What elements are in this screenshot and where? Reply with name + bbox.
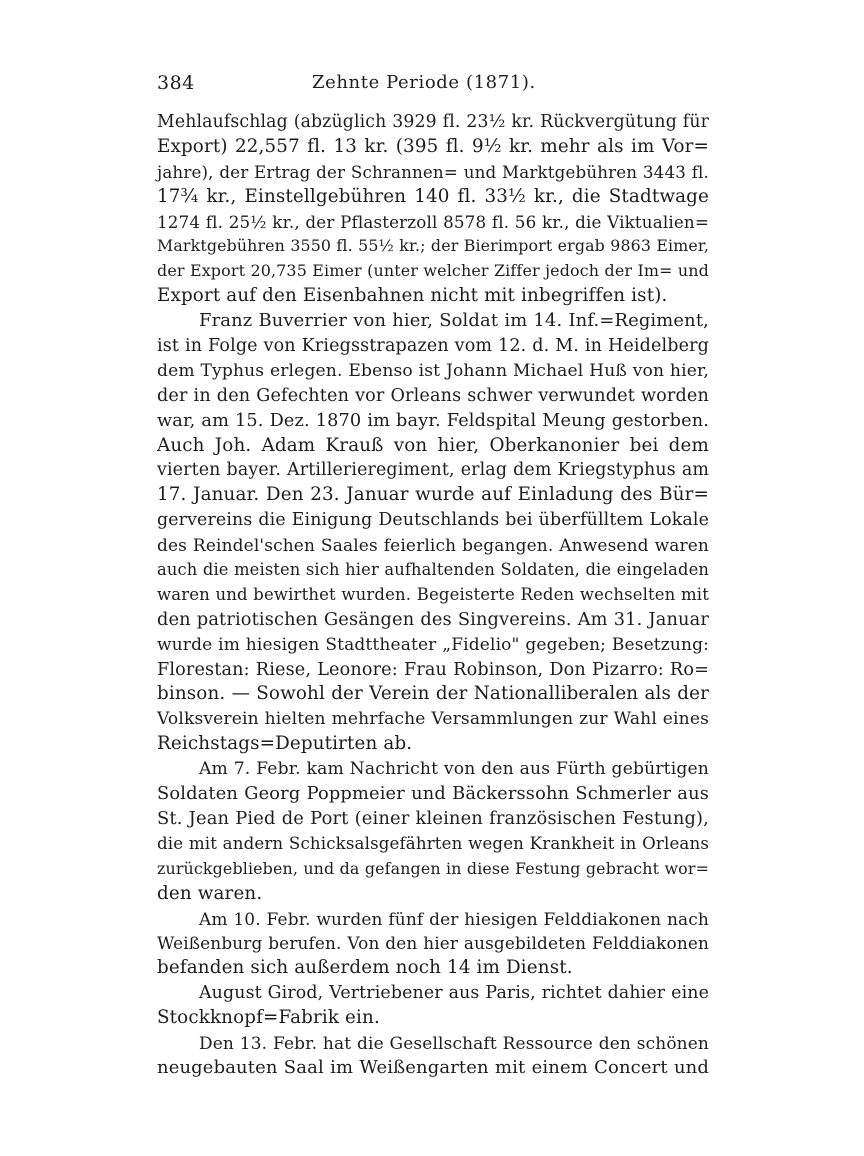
text-line: 1274 fl. 25½ kr., der Pflasterzoll 8578 fl. 56 kr., die Viktualien= <box>157 211 709 232</box>
text-line: 17¾ kr., Einstellgebühren 140 fl. 33½ kr., die Stadtwage <box>157 185 709 207</box>
text-line: St. Jean Pied de Port (einer kleinen französischen Festung), <box>157 807 709 829</box>
text-line: Export) 22,557 fl. 13 kr. (395 fl. 9½ kr. mehr als im Vor= <box>157 135 709 157</box>
page-header <box>157 72 709 102</box>
text-line: binson. — Sowohl der Verein der Nationalliberalen als der <box>157 683 709 705</box>
body-text <box>157 110 709 1081</box>
text-line: der Export 20,735 Eimer (unter welcher Ziffer jedoch der Im= und <box>157 261 709 281</box>
text-line: dem Typhus erlegen. Ebenso ist Johann Michael Huß von hier, <box>157 360 709 381</box>
text-line: 17. Januar. Den 23. Januar wurde auf Einladung des Bür= <box>157 484 709 506</box>
paragraph-start-line: Am 7. Febr. kam Nachricht von den aus Fürth gebürtigen <box>199 759 709 780</box>
text-line: neugebauten Saal im Weißengarten mit einem Concert und <box>157 1056 709 1078</box>
text-line: Volksverein hielten mehrfache Versammlungen zur Wahl eines <box>157 709 709 730</box>
text-line: Florestan: Riese, Leonore: Frau Robinson, Don Pizarro: Ro= <box>157 659 709 680</box>
text-line: Soldaten Georg Poppmeier und Bäckerssohn Schmerler aus <box>157 783 709 805</box>
text-line: waren und bewirthet wurden. Begeisterte Reden wechselten mit <box>157 584 709 604</box>
text-line: ist in Folge von Kriegsstrapazen vom 12. d. M. in Heidelberg <box>157 336 709 357</box>
text-line: Export auf den Eisenbahnen nicht mit inbegriffen ist). <box>157 285 668 307</box>
running-head: Zehnte Periode (1871). <box>312 72 536 93</box>
text-line: Stockknopf=Fabrik ein. <box>157 1007 380 1029</box>
text-line: Weißenburg berufen. Von den hier ausgebildeten Felddiakonen <box>157 933 709 954</box>
text-line: den waren. <box>157 882 263 904</box>
text-line: Mehlaufschlag (abzüglich 3929 fl. 23½ kr. Rückvergütung für <box>157 112 709 132</box>
paragraph-start-line: Franz Buverrier von hier, Soldat im 14. Inf.=Regiment, <box>199 310 709 332</box>
text-line: Reichstags=Deputirten ab. <box>157 733 413 755</box>
page-number: 384 <box>157 72 195 94</box>
text-line: vierten bayer. Artillerieregiment, erlag dem Kriegstyphus am <box>157 460 709 481</box>
paragraph-start-line: Am 10. Febr. wurden fünf der hiesigen Felddiakonen nach <box>199 908 709 929</box>
text-line: die mit andern Schicksalsgefährten wegen Krankheit in Orleans <box>157 833 709 853</box>
text-line: Auch Joh. Adam Krauß von hier, Oberkanonier bei dem <box>157 434 709 456</box>
text-line: wurde im hiesigen Stadttheater „Fidelio" gegeben; Besetzung: <box>157 634 709 655</box>
text-line: war, am 15. Dez. 1870 im bayr. Feldspital Meung gestorben. <box>157 410 709 431</box>
text-line: des Reindel'schen Saales feierlich begangen. Anwesend waren <box>157 535 709 556</box>
text-line: gervereins die Einigung Deutschlands bei überfülltem Lokale <box>157 510 709 531</box>
text-line: befanden sich außerdem noch 14 im Dienst. <box>157 957 573 979</box>
text-line: der in den Gefechten vor Orleans schwer verwundet worden <box>157 385 709 406</box>
text-line: auch die meisten sich hier aufhaltenden Soldaten, die eingeladen <box>157 560 709 580</box>
text-line: jahre), der Ertrag der Schrannen= und Marktgebühren 3443 fl. <box>157 161 709 182</box>
paragraph-start-line: Den 13. Febr. hat die Gesellschaft Ressource den schönen <box>199 1032 709 1053</box>
paragraph-start-line: August Girod, Vertriebener aus Paris, richtet dahier eine <box>199 983 709 1004</box>
text-line: den patriotischen Gesängen des Singvereins. Am 31. Januar <box>157 609 709 630</box>
text-line: Marktgebühren 3550 fl. 55½ kr.; der Bierimport ergab 9863 Eimer, <box>157 236 709 256</box>
text-line: zurückgeblieben, und da gefangen in diese Festung gebracht wor= <box>157 858 709 878</box>
